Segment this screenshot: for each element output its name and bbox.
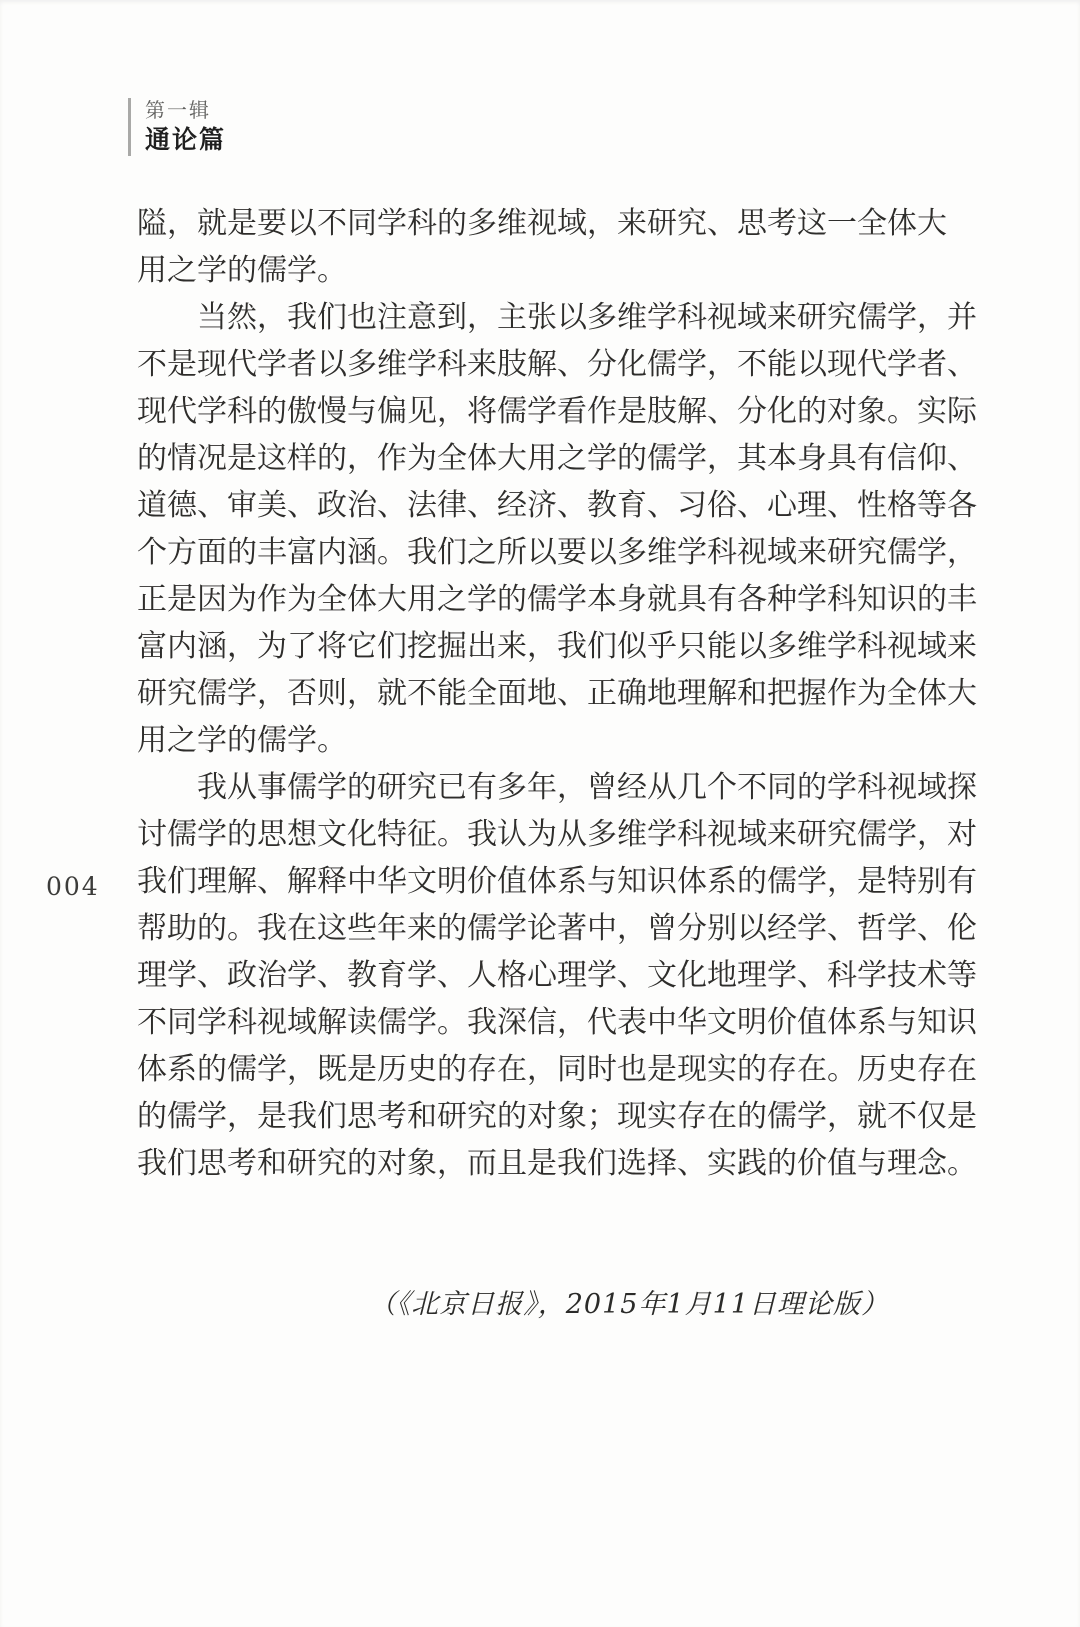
chapter-labels bbox=[145, 98, 226, 156]
chapter-rule-divider bbox=[128, 98, 131, 156]
chapter-volume-label: 第一辑 bbox=[145, 98, 211, 122]
text-line: 用之学的儒学。 bbox=[137, 253, 347, 288]
text-line: 隘，就是要以不同学科的多维视域，来研究、思考这一全体大 bbox=[137, 206, 947, 241]
text-line: 个方面的丰富内涵。我们之所以要以多维学科视域来研究儒学， bbox=[137, 535, 977, 570]
text-line: 讨儒学的思想文化特征。我认为从多维学科视域来研究儒学，对 bbox=[137, 817, 977, 852]
chapter-section-label: 通论篇 bbox=[145, 125, 227, 154]
text-line: 当然，我们也注意到，主张以多维学科视域来研究儒学，并 bbox=[197, 300, 977, 335]
text-line: 我从事儒学的研究已有多年，曾经从几个不同的学科视域探 bbox=[197, 770, 977, 805]
text-line: 不是现代学者以多维学科来肢解、分化儒学，不能以现代学者、 bbox=[137, 347, 977, 382]
page-number: 004 bbox=[46, 872, 100, 901]
text-line: 研究儒学，否则，就不能全面地、正确地理解和把握作为全体大 bbox=[137, 676, 977, 711]
text-line: 体系的儒学，既是历史的存在，同时也是现实的存在。历史存在 bbox=[137, 1052, 977, 1087]
text-line: 不同学科视域解读儒学。我深信，代表中华文明价值体系与知识 bbox=[137, 1005, 977, 1040]
text-line: 我们理解、解释中华文明价值体系与知识体系的儒学，是特别有 bbox=[137, 864, 977, 899]
text-line: 正是因为作为全体大用之学的儒学本身就具有各种学科知识的丰 bbox=[137, 582, 977, 617]
chapter-header bbox=[128, 98, 226, 156]
text-line: 现代学科的傲慢与偏见，将儒学看作是肢解、分化的对象。实际 bbox=[137, 394, 977, 429]
text-line: 富内涵，为了将它们挖掘出来，我们似乎只能以多维学科视域来 bbox=[137, 629, 977, 664]
text-line: 帮助的。我在这些年来的儒学论著中，曾分别以经学、哲学、伦 bbox=[137, 911, 977, 946]
text-line: 理学、政治学、教育学、人格心理学、文化地理学、科学技术等 bbox=[137, 958, 977, 993]
text-line: 我们思考和研究的对象，而且是我们选择、实践的价值与理念。 bbox=[137, 1146, 977, 1181]
text-line: 用之学的儒学。 bbox=[137, 723, 347, 758]
citation-line: （《北京日报》，2015年1月11日理论版） bbox=[368, 1289, 889, 1320]
text-line: 道德、审美、政治、法律、经济、教育、习俗、心理、性格等各 bbox=[137, 488, 977, 523]
body-text bbox=[137, 200, 977, 1187]
text-line: 的儒学，是我们思考和研究的对象；现实存在的儒学，就不仅是 bbox=[137, 1099, 977, 1134]
text-line: 的情况是这样的，作为全体大用之学的儒学，其本身具有信仰、 bbox=[137, 441, 977, 476]
